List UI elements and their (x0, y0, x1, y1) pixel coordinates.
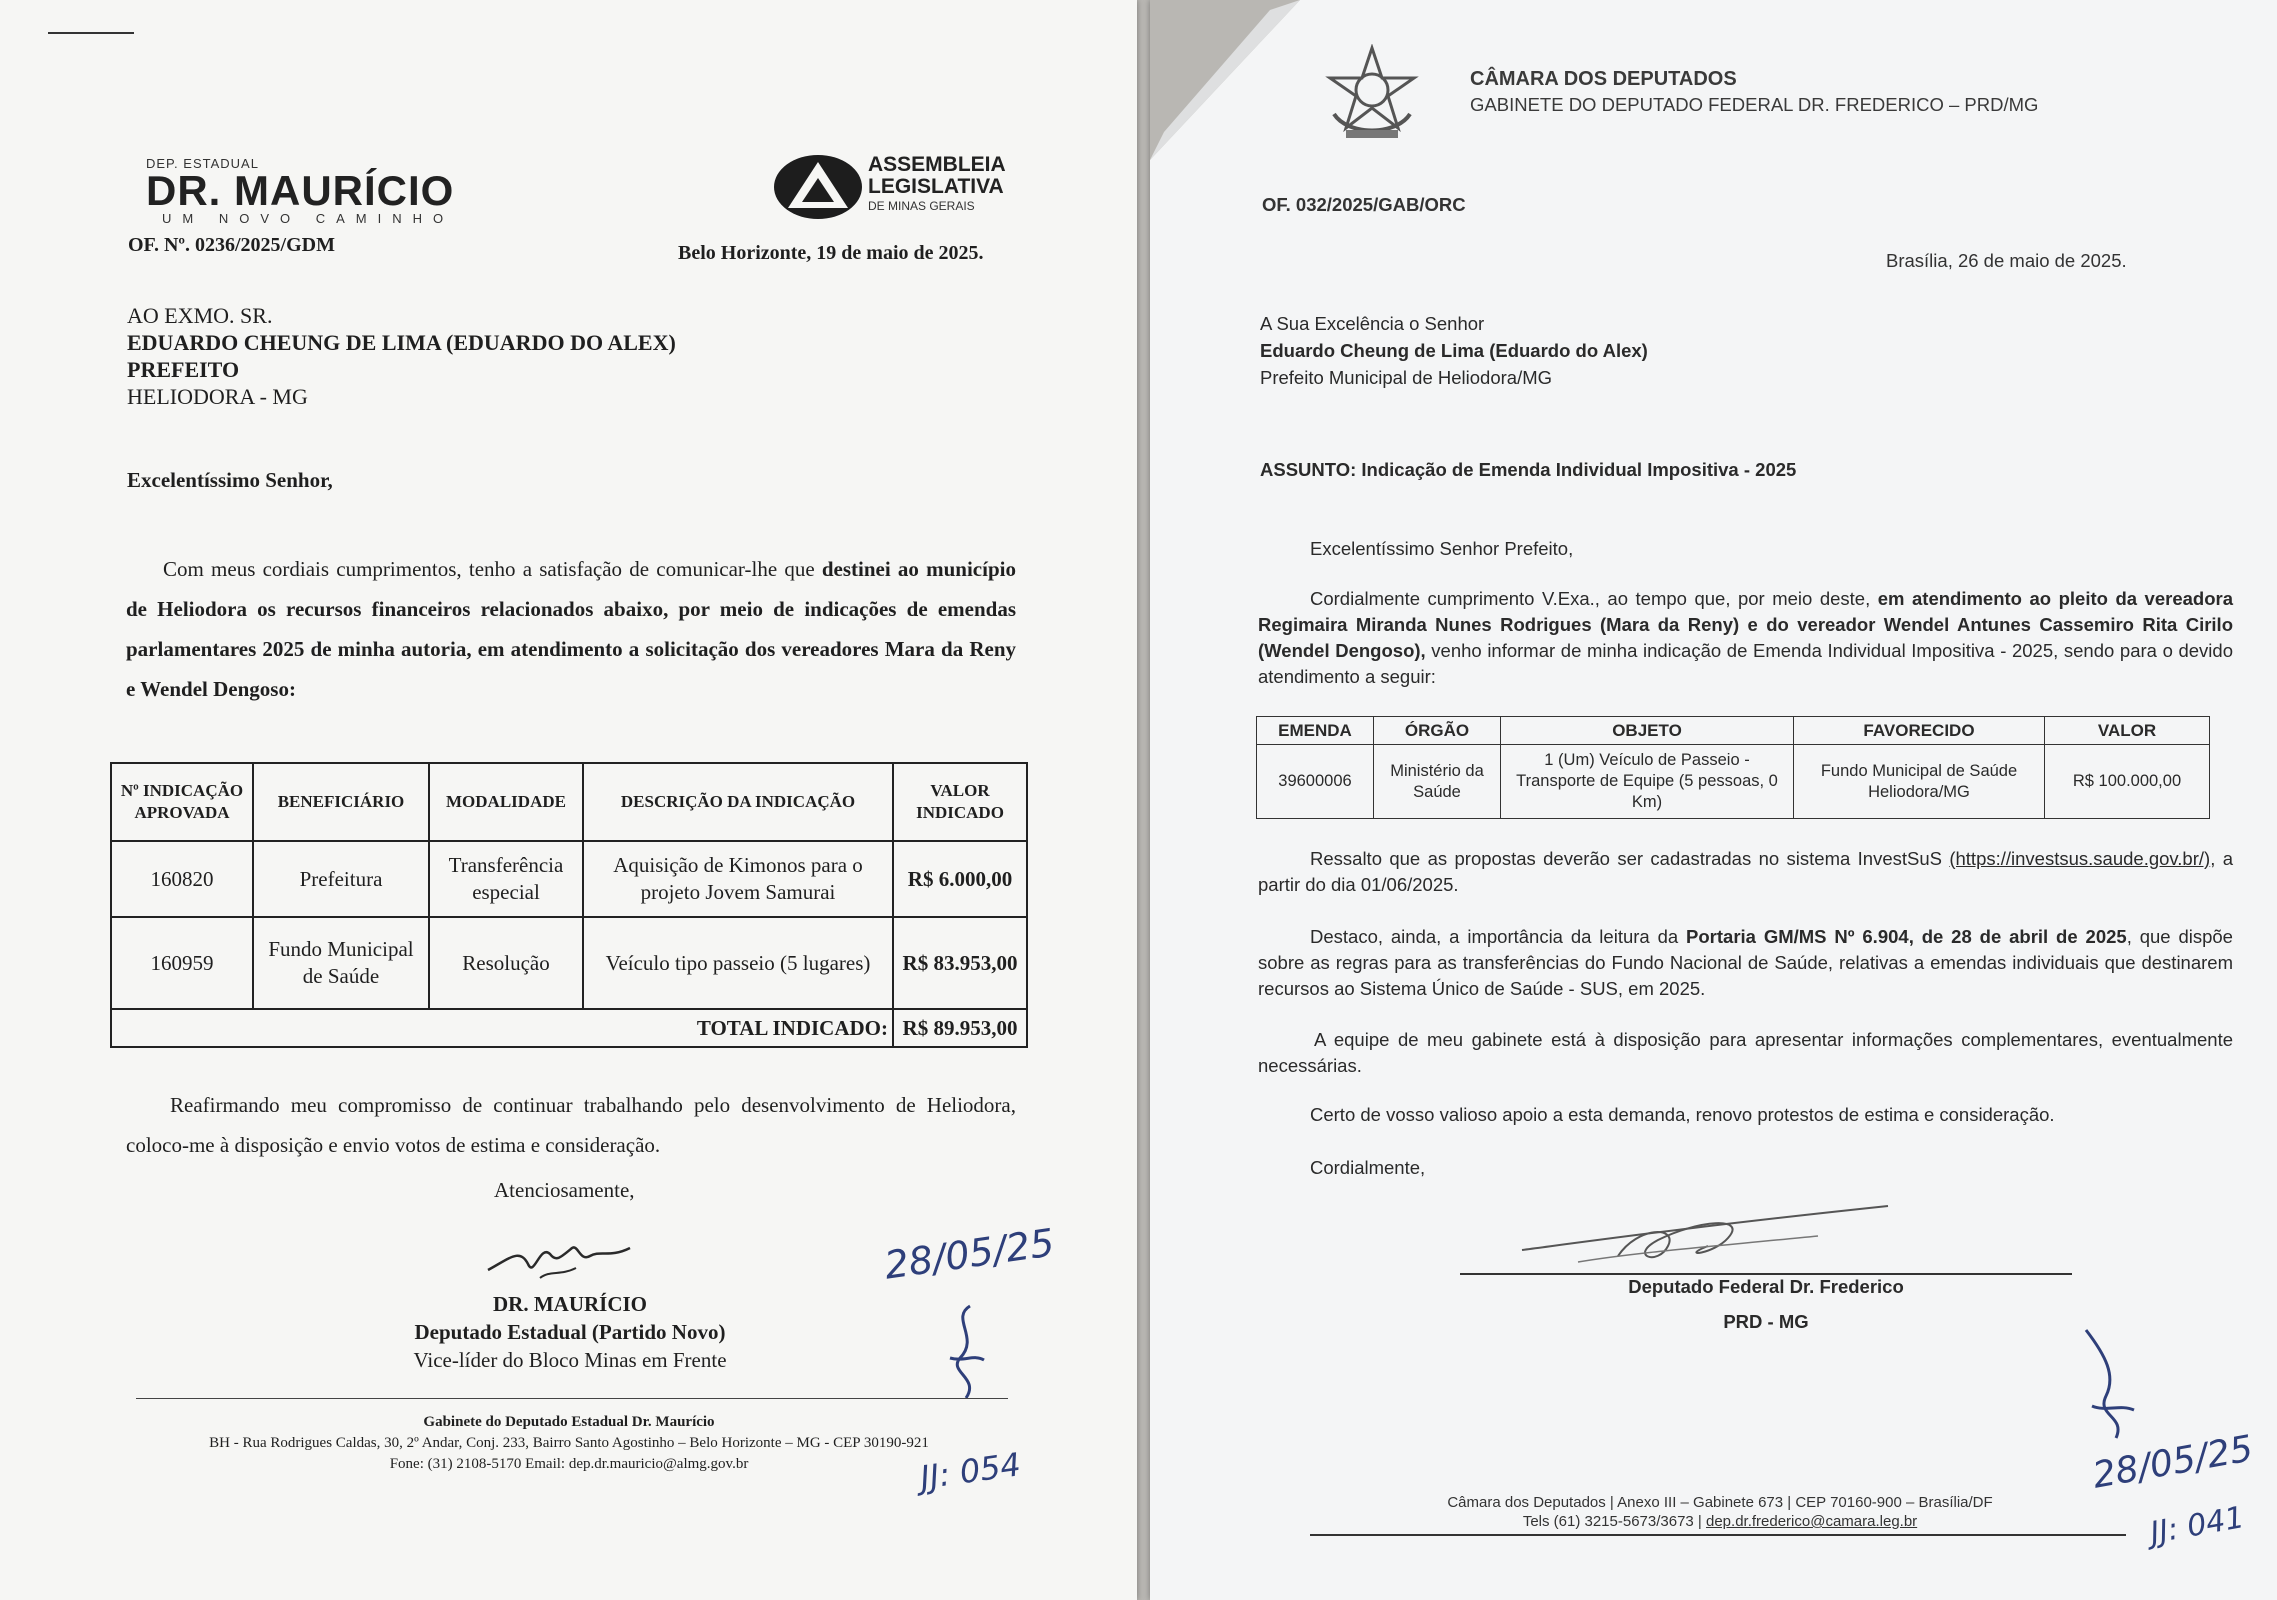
salutation: Excelentíssimo Senhor, (127, 468, 333, 492)
p1-plain-text: Cordialmente cumprimento V.Exa., ao tempo que, por meio deste, (1310, 588, 1878, 609)
brazil-coat-of-arms-icon (1324, 44, 1420, 144)
p2-suffix: , a partir do dia 01/06/2025. (1258, 848, 2233, 895)
footer-block (1270, 1493, 2170, 1531)
signer-party: PRD - MG (1723, 1311, 1809, 1332)
paragraph-3 (1258, 924, 2233, 1002)
header-subtitle: GABINETE DO DEPUTADO FEDERAL DR. FREDERICO – PRD/MG (1470, 94, 2039, 115)
cell-modalidade: Transferência especial (429, 841, 583, 917)
header-emenda: EMENDA (1257, 717, 1374, 745)
almg-triangle-icon (772, 154, 864, 220)
addressee-line-2: EDUARDO CHEUNG DE LIMA (EDUARDO DO ALEX) (127, 330, 676, 355)
footer-email-link[interactable]: dep.dr.mauricio@almg.gov.br (568, 1456, 749, 1472)
footer-divider (1310, 1534, 2126, 1536)
logo-name: DR. MAURÍCIO (146, 167, 455, 214)
signer-role: Deputado Estadual (Partido Novo) (414, 1320, 726, 1344)
signer-role-2: Vice-líder do Bloco Minas em Frente (413, 1348, 727, 1372)
cell-numero: 160959 (111, 917, 253, 1009)
table-total-row (111, 1009, 1027, 1047)
header-numero: Nº INDICAÇÃO APROVADA (111, 763, 253, 841)
office-number: OF. 032/2025/GAB/ORC (1262, 194, 1466, 215)
cell-favorecido: Fundo Municipal de Saúde Heliodora/MG (1794, 745, 2045, 819)
total-label: TOTAL INDICADO: (111, 1009, 893, 1047)
p2-prefix: Ressalto que as propostas deverão ser cadastradas no sistema InvestSuS (1310, 848, 1950, 869)
signature-line (1460, 1273, 2072, 1275)
closing: Atenciosamente, (494, 1178, 635, 1202)
header-valor: VALOR INDICADO (893, 763, 1027, 841)
p3-bold-text: Portaria GM/MS Nº 6.904, de 28 de abril de 2025 (1686, 926, 2127, 947)
amendment-table (1256, 716, 2210, 819)
cell-valor: R$ 83.953,00 (893, 917, 1027, 1009)
addressee-line-1: AO EXMO. SR. (127, 303, 273, 328)
handwritten-date: 28/05/25 (2089, 1428, 2257, 1497)
paragraph-1 (1258, 586, 2233, 690)
body-bold-text: destinei ao município de Heliodora os recursos financeiros relacionados abaixo, por meio de indicações de emendas parlamentares 2025 de minha autoria, em atendimento a solicitação dos vereadores Mara da Reny e Wendel Dengoso: (126, 557, 1016, 701)
footer-title: Gabinete do Deputado Estadual Dr. Maurício (423, 1414, 715, 1430)
footer-line-2-prefix: Tels (61) 3215-5673/3673 | (1522, 1513, 1706, 1530)
folded-corner (1150, 0, 1300, 160)
header-title: CÂMARA DOS DEPUTADOS (1470, 68, 1737, 90)
right-letter-page (1150, 0, 2277, 1600)
p3-prefix: Destaco, ainda, a importância da leitura da (1310, 926, 1687, 947)
cell-descricao: Veículo tipo passeio (5 lugares) (583, 917, 893, 1009)
footer-line-1: Câmara dos Deputados | Anexo III – Gabinete 673 | CEP 70160-900 – Brasília/DF (1447, 1494, 1993, 1511)
handwritten-initial-mark (930, 1298, 1000, 1408)
subject-text: Indicação de Emenda Individual Impositiva - 2025 (1361, 459, 1797, 480)
place-date: Brasília, 26 de maio de 2025. (1886, 250, 2127, 271)
handwritten-date: 28/05/25 (881, 1220, 1057, 1288)
header-favorecido: FAVORECIDO (1794, 717, 2045, 745)
header-mark (48, 32, 134, 34)
header-objeto: OBJETO (1501, 717, 1794, 745)
paragraph-2 (1258, 846, 2233, 898)
signer-name: Deputado Federal Dr. Frederico (1628, 1276, 1904, 1297)
cell-descricao: Aquisição de Kimonos para o projeto Jovem Samurai (583, 841, 893, 917)
cell-valor: R$ 100.000,00 (2045, 745, 2210, 819)
almg-logo (772, 154, 1012, 224)
table-row (1257, 745, 2210, 819)
logo-tagline: UM NOVO CAMINHO (162, 211, 455, 226)
footer-divider (136, 1398, 1008, 1399)
signer-block (310, 1290, 830, 1374)
cell-beneficiario: Prefeitura (253, 841, 429, 917)
signature-mauricio (480, 1218, 660, 1298)
almg-line1: ASSEMBLEIA (868, 153, 1006, 176)
addressee-line-1: A Sua Excelência o Senhor (1260, 313, 1485, 334)
signer-name: DR. MAURÍCIO (493, 1292, 647, 1316)
header-valor: VALOR (2045, 717, 2210, 745)
addressee-line-3: PREFEITO (127, 357, 240, 382)
signature-frederico (1518, 1196, 1898, 1276)
salutation: Excelentíssimo Senhor Prefeito, (1310, 538, 1574, 559)
cell-objeto: 1 (Um) Veículo de Passeio - Transporte de Equipe (5 pessoas, 0 Km) (1501, 745, 1794, 819)
addressee-line-3: Prefeito Municipal de Heliodora/MG (1260, 367, 1553, 388)
cell-valor: R$ 6.000,00 (893, 841, 1027, 917)
header-modalidade: MODALIDADE (429, 763, 583, 841)
investsus-link[interactable]: (https://investsus.saude.gov.br/) (1949, 848, 2211, 869)
cell-modalidade: Resolução (429, 917, 583, 1009)
cell-emenda: 39600006 (1257, 745, 1374, 819)
footer-block (110, 1412, 1028, 1475)
dr-mauricio-logo (146, 156, 454, 226)
office-number: OF. Nº. 0236/2025/GDM (128, 234, 335, 256)
handwritten-code: JJ: 041 (2147, 1500, 2247, 1551)
total-value: R$ 89.953,00 (893, 1009, 1027, 1047)
subject-line (1260, 459, 1796, 481)
header-beneficiario: BENEFICIÁRIO (253, 763, 429, 841)
almg-line2: LEGISLATIVA (868, 175, 1004, 198)
footer-email-link[interactable]: dep.dr.frederico@camara.leg.br (1706, 1513, 1918, 1530)
closing: Cordialmente, (1310, 1157, 1426, 1178)
closing-paragraph: Reafirmando meu compromisso de continuar trabalhando pelo desenvolvimento de Heliodora, coloco-me à disposição e envio votos de estima e consideração. (126, 1093, 1016, 1157)
table-header-row (1257, 717, 2210, 745)
table-row (111, 841, 1027, 917)
handwritten-initial-mark (2076, 1326, 2146, 1456)
footer-line-2 (1270, 1512, 2170, 1531)
addressee-block (1260, 310, 1648, 391)
cell-numero: 160820 (111, 841, 253, 917)
addressee-block (127, 302, 676, 410)
cell-orgao: Ministério da Saúde (1374, 745, 1501, 819)
left-letter-page (0, 0, 1137, 1600)
p1-end-text: venho informar de minha indicação de Emenda Individual Impositiva - 2025, sendo para o devido atendimento a seguir: (1258, 640, 2233, 687)
body-paragraph (126, 549, 1016, 709)
almg-line3: DE MINAS GERAIS (868, 199, 975, 213)
p1-bold-text: em atendimento ao pleito da vereadora Regimaira Miranda Nunes Rodrigues (Mara da Reny) e do vereador Wendel Antunes Cassemiro Rita Cirilo (Wendel Dengoso), (1258, 588, 2233, 661)
paragraph-4: A equipe de meu gabinete está à disposição para apresentar informações complementares, eventualmente necessárias. (1258, 1029, 2233, 1076)
p3-suffix: , que dispõe sobre as regras para as transferências do Fundo Nacional de Saúde, relativas a emendas individuais que destinarem recursos ao Sistema Único de Saúde - SUS, em 2025. (1258, 926, 2233, 999)
subject-label: ASSUNTO: (1260, 459, 1357, 480)
addressee-line-4: HELIODORA - MG (127, 384, 308, 409)
indications-table (110, 762, 1028, 1048)
addressee-name: Eduardo Cheung de Lima (Eduardo do Alex) (1260, 340, 1648, 361)
footer-contact-prefix: Fone: (31) 2108-5170 Email: (389, 1456, 569, 1472)
handwritten-code: JJ: 054 (917, 1445, 1024, 1497)
logo-dep-label: DEP. ESTADUAL (146, 156, 259, 171)
header-descricao: DESCRIÇÃO DA INDICAÇÃO (583, 763, 893, 841)
table-row (111, 917, 1027, 1009)
paragraph-5: Certo de vosso valioso apoio a esta demanda, renovo protestos de estima e consideração. (1310, 1104, 2055, 1125)
table-header-row (111, 763, 1027, 841)
footer-contact (110, 1454, 1028, 1475)
body-plain-text: Com meus cordiais cumprimentos, tenho a satisfação de comunicar-lhe que (163, 557, 822, 581)
cell-beneficiario: Fundo Municipal de Saúde (253, 917, 429, 1009)
footer-address: BH - Rua Rodrigues Caldas, 30, 2º Andar, Conj. 233, Bairro Santo Agostinho – Belo Horizonte – MG - CEP 30190-921 (209, 1435, 929, 1451)
header-orgao: ÓRGÃO (1374, 717, 1501, 745)
place-date: Belo Horizonte, 19 de maio de 2025. (678, 242, 984, 264)
